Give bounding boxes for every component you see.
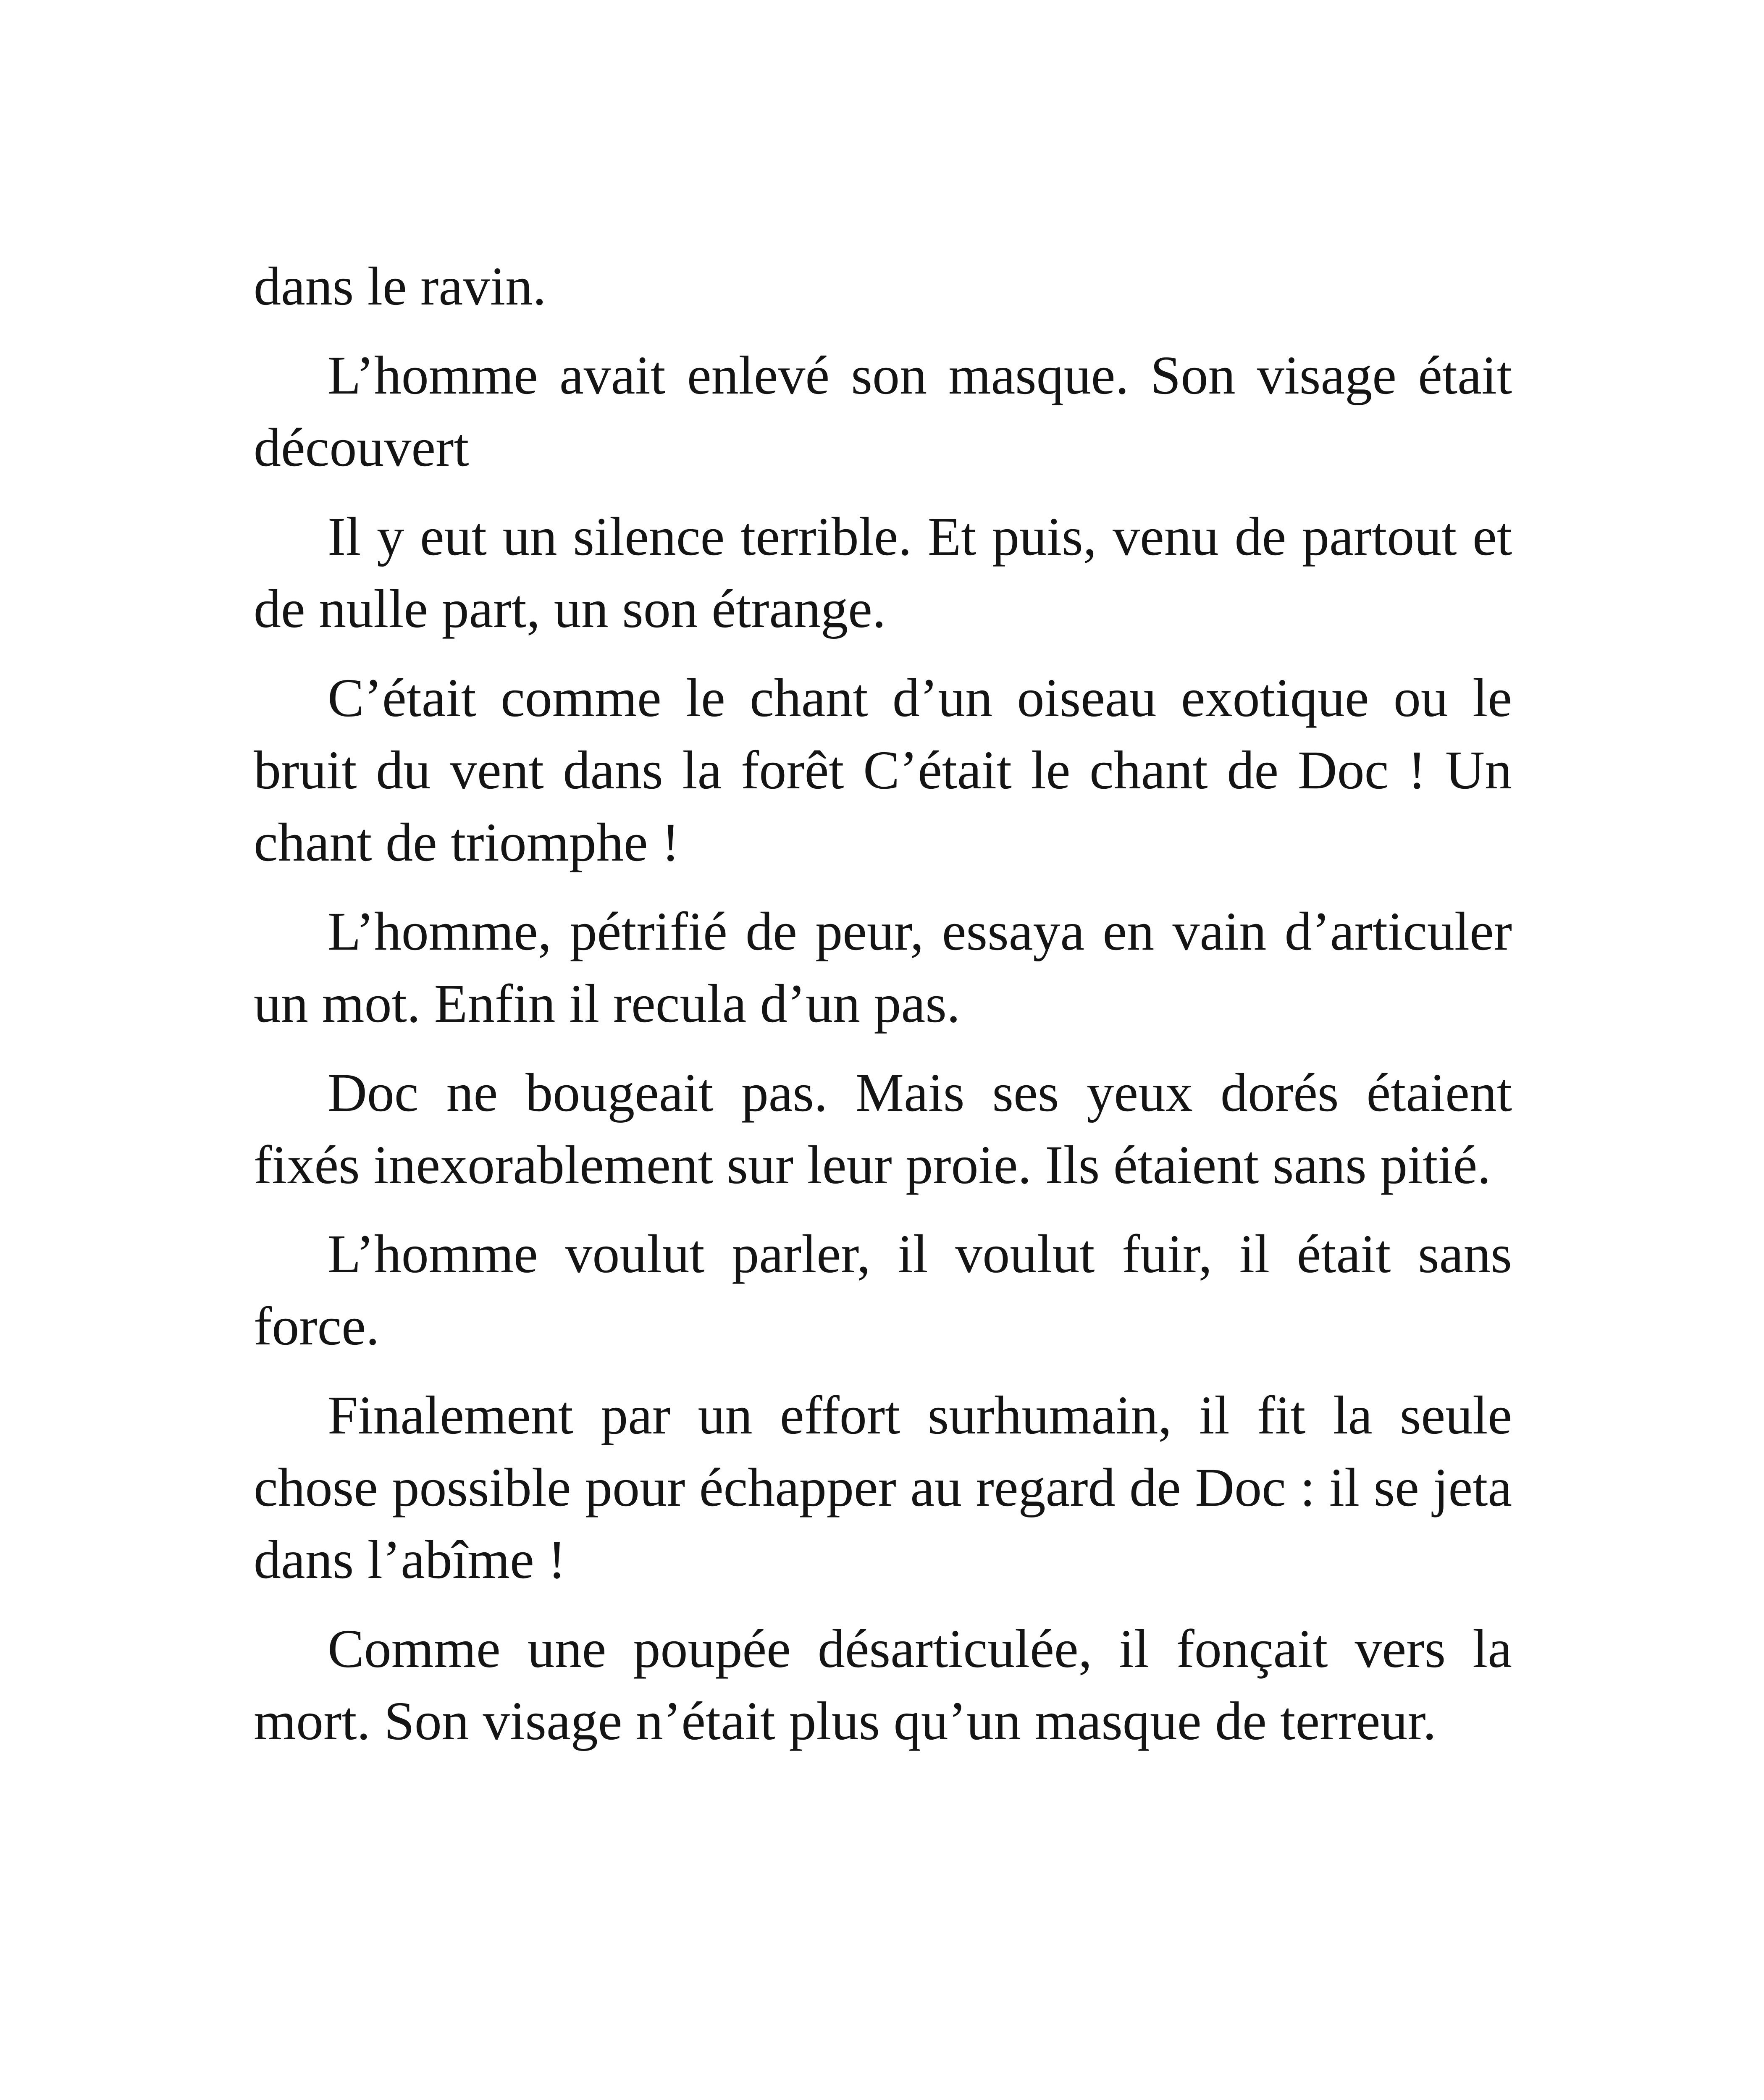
paragraph: L’homme, pétrifié de peur, essaya en vain d’articuler un mot. Enfin il recula d’un pas. — [254, 901, 1512, 1034]
paragraph: Il y eut un silence terrible. Et puis, venu de partout et de nulle part, un son étrange. — [254, 507, 1512, 639]
paragraph: L’homme avait enlevé son masque. Son visage était découvert — [254, 345, 1512, 478]
paragraph: L’homme voulut parler, il voulut fuir, il était sans force. — [254, 1224, 1512, 1357]
paragraph: Comme une poupée désarticulée, il fonçait vers la mort. Son visage n’était plus qu’un masque de terreur. — [254, 1619, 1512, 1751]
paragraph: C’était comme le chant d’un oiseau exotique ou le bruit du vent dans la forêt C’était le chant de Doc ! Un chant de triomphe ! — [254, 668, 1512, 873]
paragraph: Finalement par un effort surhumain, il fit la seule chose possible pour échapper au regard de Doc : il se jeta dans l’abîme ! — [254, 1385, 1512, 1590]
paragraph: dans le ravin. — [254, 256, 546, 317]
paragraph: Doc ne bougeait pas. Mais ses yeux dorés étaient fixés inexorablement sur leur proie. Ils étaient sans pitié. — [254, 1063, 1512, 1195]
page-text — [254, 250, 1512, 1774]
